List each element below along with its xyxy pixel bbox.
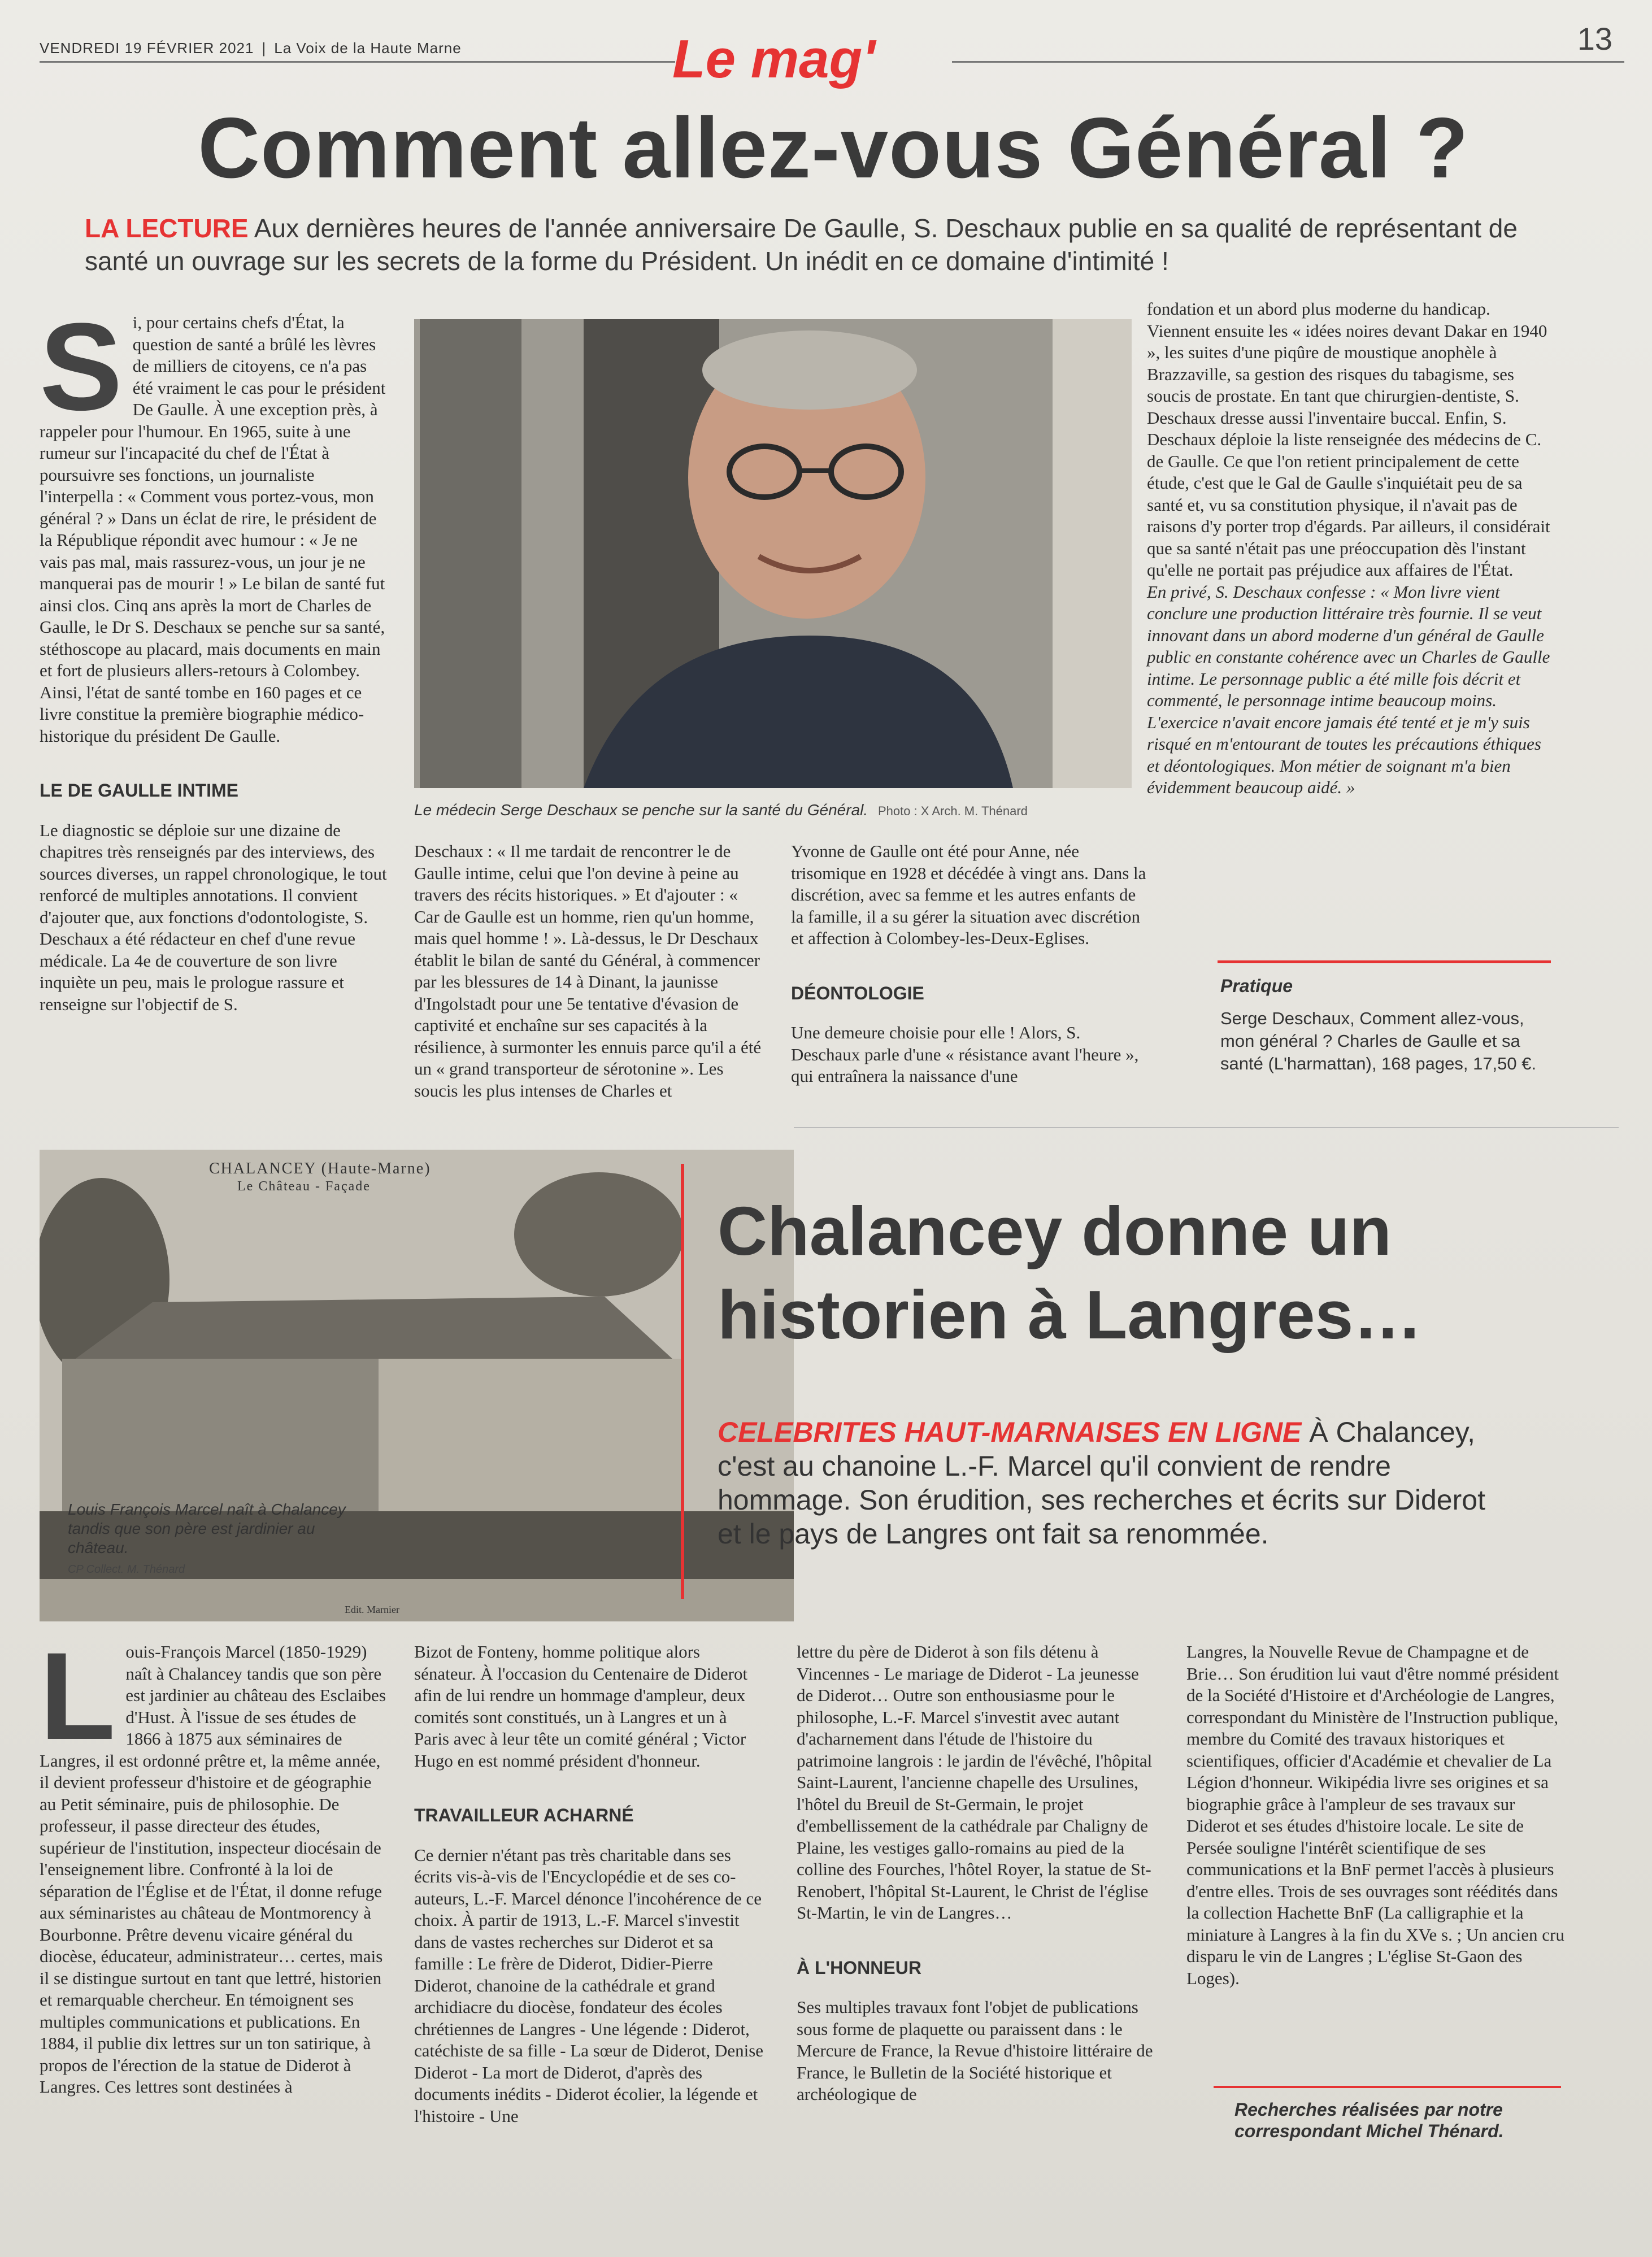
newspaper-name: La Voix de la Haute Marne (274, 40, 462, 56)
article1-col4-text: fondation et un abord plus moderne du handicap. Viennent ensuite les « idées noires devant Dakar en 1940 », les suites d'une piqûre de moustique anophèle à Brazzaville, sa gestion des risques du tabagisme, ses soucis de prostate. En tant que chirurgien-dentiste, S. Deschaux dresse aussi l'inventaire buccal. Enfin, S. Deschaux déploie la liste renseignée des médecins de C. de Gaulle. Ce que l'on retient principalement de cette étude, c'est que le Gal de Gaulle s'inquiétait peu de sa santé et, vu sa constitution physique, il n'avait pas de raisons d'y porter trop d'égards. Par ailleurs, il considérait que sa santé n'était pas une préoccupation dès l'instant qu'elle ne portait pas préjudice aux affaires de l'État. (1147, 299, 1550, 580)
article2-col3-text: lettre du père de Diderot à son fils détenu à Vincennes - Le mariage de Diderot - La jeunesse de Diderot… Outre son enthousiasme pour le philosophe, L.-F. Marcel s'investit avec autant d'acharnement dans l'étude de l'histoire du patrimoine langrois : le jardin de l'évêché, l'hôpital Saint-Laurent, l'ancienne chapelle des Ursulines, l'hôtel du Breuil de St-Germain, le projet d'embellissement de la cathédrale par Chaligny de Plaine, les vestiges gallo-romains au pied de la colline des Fourches, l'hôtel Royer, la statue de St-Renobert, l'hôpital St-Laurent, le Christ de l'église St-Martin, le vin de Langres… (797, 1642, 1153, 1923)
article2-kicker: CELEBRITES HAUT-MARNAISES EN LIGNE (718, 1416, 1302, 1448)
issue-date: VENDREDI 19 FÉVRIER 2021 (40, 40, 254, 56)
article2-col4-text: Langres, la Nouvelle Revue de Champagne et de Brie… Son érudition lui vaut d'être nommé président de la Société d'Histoire et d'Archéologie de Langres, correspondant du Ministère de l'Instruction publique, membre du Comité des travaux historiques et scientifiques, officier d'Académie et chevalier de La Légion d'honneur. Wikipédia livre ses origines et sa biographie grâce à l'ampleur de ses travaux sur Diderot et ses études d'histoire locale. Le site de Persée souligne l'intérêt scientifique de ses communications et la BnF permet l'accès à plusieurs d'entre elles. Trois de ses ouvrages sont réédités dans la collection Hachette BnF (La calligraphie et la miniature à Langres à la fin du XVe s. ; Un ancien cru disparu le vin de Langres ; L'église St-Gaon des Loges). (1186, 1642, 1564, 1988)
header-separator: | (262, 40, 267, 56)
page-header (40, 40, 462, 57)
article1-col3-text: Yvonne de Gaulle ont été pour Anne, née trisomique en 1928 et décédée à vingt ans. Dans la discrétion, avec sa femme et les autres enfants de la famille, il a su gérer la situation avec discrétion et affection à Colombey-les-Deux-Eglises. (791, 841, 1146, 948)
article2-column-2 (414, 1641, 764, 2127)
article1-column-4 (1147, 298, 1554, 799)
article2-col2b-text: Ce dernier n'étant pas très charitable dans ses écrits vis-à-vis de l'Encyclopédie et de ses co-auteurs, L.-F. Marcel dénonce l'incohérence de ce choix. À partir de 1913, L.-F. Marcel s'investit dans de vastes recherches sur Diderot et sa famille : Le frère de Diderot, Didier-Pierre Diderot, chanoine de la cathédrale et grand archidiacre du diocèse, fondateur des écoles chrétiennes de Langres - Une légende : Diderot, catéchiste de sa fille - La sœur de Diderot, Denise Diderot - La mort de Diderot, d'après des documents inédits - Diderot écolier, la légende et l'histoire - Une (414, 1845, 764, 2126)
article1-dropcap: S (40, 297, 123, 436)
article2-headline: Chalancey donne un historien à Langres… (718, 1193, 1423, 1353)
article1-col3b-text: Une demeure choisie pour elle ! Alors, S. Deschaux parle d'une « résistance avant l'heure », qui entraînera la naissance d'une (791, 1023, 1139, 1086)
article2-lead-text: À Chalancey, c'est au chanoine L.-F. Marcel qu'il convient de rendre hommage. Son érudition, ses recherches et écrits sur Diderot et le pays de Langres ont fait sa renommée. (718, 1416, 1485, 1550)
pratique-text: Serge Deschaux, Comment allez-vous, mon général ? Charles de Gaulle et sa santé (L'harmattan), 168 pages, 17,50 €. (1220, 1008, 1537, 1073)
pratique-rule (1218, 960, 1551, 963)
article2-lead (718, 1415, 1514, 1551)
article1-subhead-1: LE DE GAULLE INTIME (40, 780, 238, 801)
article2-column-4 (1186, 1641, 1571, 1989)
article1-column-2 (414, 841, 764, 1102)
article1-photo-caption (414, 801, 1149, 819)
postcard-editor: Edit. Marnier (345, 1604, 399, 1615)
article1-photo-credit: Photo : X Arch. M. Thénard (877, 804, 1028, 818)
article2-col1-text: ouis-François Marcel (1850-1929) naît à Chalancey tandis que son père est jardinier au château des Esclaibes d'Hust. À l'issue de ses études de 1866 à 1875 aux séminaires de Langres, il est ordonné prêtre et, la même année, il devient professeur d'histoire et de géographie au Petit séminaire, puis de philosophie. De professeur, il passe directeur des études, supérieur de l'institution, inspecteur diocésain de l'enseignement libre. Confronté à la loi de séparation de l'Église et de l'État, il donne refuge aux séminaristes au château de Montmorency à Bourbonne. Prêtre devenu vicaire général du diocèse, éducateur, administrateur… certes, mais il se distingue surtout en tant que lettré, historien et remarquable chercheur. En témoignent ses multiples communications et publications. En 1884, il publie dix lettres sur un ton satirique, à propos de l'érection de la statue de Diderot à Langres. Ces lettres sont destinées à (40, 1642, 386, 2097)
portrait-illustration (414, 319, 1132, 788)
article1-col1b-text: Le diagnostic se déploie sur une dizaine de chapitres très renseignés par des interviews, des sources diverses, un rappel chronologique, le tout renforcé de multiples annotations. Il convient d'ajouter que, aux fonctions d'odontologiste, S. Deschaux a été rédacteur en chef d'une revue médicale. La 4e de couverture de son livre inquiète un peu, mais le prologue rassure et renseigne sur l'objectif de S. (40, 820, 387, 1014)
article2-photo-caption (68, 1500, 373, 1579)
article2-column-3 (797, 1641, 1158, 2106)
article1-photo (414, 319, 1132, 788)
postcard-title: CHALANCEY (Haute-Marne) (209, 1160, 431, 1177)
page-number: 13 (1577, 21, 1612, 56)
article2-photo-credit: CP Collect. M. Thénard (68, 1563, 185, 1576)
article1-subhead-2: DÉONTOLOGIE (791, 982, 924, 1003)
article1-col1-text: i, pour certains chefs d'État, la question de santé a brûlé les lèvres de milliers de citoyens, ce n'a pas été vraiment le cas pour le président De Gaulle. À une exception près, à rappeler pour l'humour. En 1965, suite à une rumeur sur l'incapacité du chef de l'État à poursuivre ses fonctions, un journaliste l'interpella : « Comment vous portez-vous, mon général ? » Dans un éclat de rire, le président de la République répondit avec humour : « Je ne vais pas mal, mais rassurez-vous, un jour je ne manquerai pas de mourir ! » Le bilan de santé fut ainsi clos. Cinq ans après la mort de Charles de Gaulle, le Dr S. Deschaux se penche sur sa santé, stéthoscope au placard, mais documents en main et fort de plusieurs allers-retours à Colombey. Ainsi, l'état de santé tombe en 160 pages et ce livre constitue la première biographie médico-historique du président De Gaulle. (40, 312, 386, 746)
article1-kicker: LA LECTURE (85, 214, 249, 243)
header-rule-left (40, 61, 675, 63)
article1-col2-text: Deschaux : « Il me tardait de rencontrer le de Gaulle intime, celui que l'on devine à peine au travers des récits historiques. » Et d'ajouter : « Car de Gaulle est un homme, rien qu'un homme, mais quel homme ! ». Là-dessus, le Dr Deschaux établit le bilan de santé du Général, à commencer par les blessures de 14 à Dinant, la jaunisse d'Ingolstadt pour une 5e tentative d'évasion de captivité et enchaîne sur ses capacités à la résilience, à surmonter les ennuis parce qu'il a été un « grand transporteur de sérotonine ». Les soucis les plus intenses de Charles et (414, 841, 762, 1101)
article2-accent-bar (681, 1164, 684, 1599)
article2-dropcap: L (40, 1627, 116, 1765)
pratique-box (1220, 975, 1554, 1075)
article2-col3b-text: Ses multiples travaux font l'objet de publications sous forme de plaquette ou paraissent dans : le Mercure de France, la Revue d'histoire littéraire de France, le Bulletin de la Société historique et archéologique de (797, 1997, 1153, 2104)
article1-headline: Comment allez-vous Général ? (198, 100, 1469, 196)
article2-col2-text: Bizot de Fonteny, homme politique alors sénateur. À l'occasion du Centenaire de Diderot afin de lui rendre un hommage d'ampleur, deux comités sont constitués, un à Langres et un à Paris avec à leur tête un comité général ; Victor Hugo en est nommé président d'honneur. (414, 1642, 748, 1771)
header-rule-right (952, 61, 1624, 63)
pratique-title: Pratique (1220, 976, 1293, 996)
article2-subhead-2: À L'HONNEUR (797, 1957, 921, 1978)
article1-column-1 (40, 297, 390, 1015)
signature-rule (1214, 2086, 1561, 2088)
article1-col4b-text: En privé, S. Deschaux confesse : « Mon livre vient conclure une production littéraire très fournie. Il se veut innovant dans un abord moderne d'un général de Gaulle public en constante cohérence avec un Charles de Gaulle intime. Le personnage public a été mille fois décrit et commenté, le personnage intime beaucoup moins. L'exercice n'avait encore jamais été tenté et je m'y suis risqué en m'entourant de toutes les précautions éthiques et déontologiques. Mon métier de soignant m'a bien évidemment beaucoup aidé. » (1147, 581, 1550, 797)
article2-caption-text: Louis François Marcel naît à Chalancey tandis que son père est jardinier au château. (68, 1501, 346, 1556)
postcard-subtitle: Le Château - Façade (237, 1179, 371, 1194)
article1-lead-text: Aux dernières heures de l'année anniversaire De Gaulle, S. Deschaux publie en sa qualité de représentant de santé un ouvrage sur les secrets de la forme du Président. Un inédit en ce domaine d'intimité ! (85, 214, 1518, 276)
article2-column-1 (40, 1627, 390, 2098)
article1-lead (85, 212, 1531, 277)
article2-signature: Recherches réalisées par notre correspondant Michel Thénard. (1234, 2099, 1504, 2141)
article-divider (794, 1127, 1619, 1128)
article2-subhead-1: TRAVAILLEUR ACHARNÉ (414, 1805, 634, 1825)
article1-column-3 (791, 841, 1147, 1088)
article1-caption-text: Le médecin Serge Deschaux se penche sur la santé du Général. (414, 801, 868, 819)
section-title: Le mag' (672, 29, 875, 89)
